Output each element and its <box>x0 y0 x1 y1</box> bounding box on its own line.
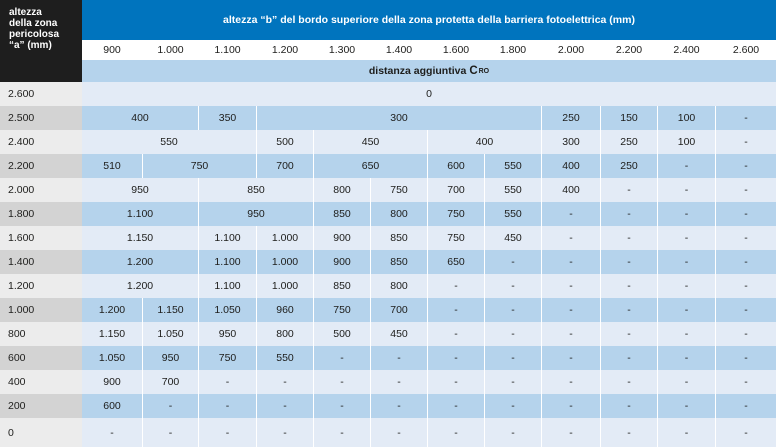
table-cell: 750 <box>370 178 427 202</box>
row-label-a: 2.200 <box>0 154 82 178</box>
row-label-a: 1.400 <box>0 250 82 274</box>
table-cell: - <box>600 418 657 447</box>
table-cell: - <box>600 322 657 346</box>
table-cell: 800 <box>370 274 427 298</box>
table-cell: 250 <box>600 154 657 178</box>
table-cell: 850 <box>198 178 313 202</box>
table-cell: - <box>541 226 600 250</box>
table-cell: 100 <box>657 130 715 154</box>
table-cell: 800 <box>256 322 313 346</box>
table-cell: - <box>715 394 776 418</box>
subheader-subscript: RO <box>478 67 490 75</box>
table-cell: - <box>484 418 541 447</box>
table-cell: - <box>427 394 484 418</box>
table-cell: 950 <box>142 346 198 370</box>
table-cell: 1.000 <box>256 250 313 274</box>
table-cell: - <box>657 250 715 274</box>
table-cell: 150 <box>600 106 657 130</box>
column-header-b-value: 1.800 <box>484 40 541 60</box>
table-cell: - <box>600 250 657 274</box>
table-cell: - <box>657 274 715 298</box>
table-cell: 600 <box>82 394 142 418</box>
table-cell: 1.200 <box>82 250 198 274</box>
table-cell: - <box>370 394 427 418</box>
table-cell: 700 <box>142 370 198 394</box>
table-cell: 600 <box>427 154 484 178</box>
table-cell: - <box>198 418 256 447</box>
table-cell: 1.100 <box>198 226 256 250</box>
table-cell: 900 <box>313 226 370 250</box>
table-cell: 500 <box>256 130 313 154</box>
table-cell: - <box>427 322 484 346</box>
table-cell: - <box>657 394 715 418</box>
row-label-a: 1.800 <box>0 202 82 226</box>
row-label-a: 0 <box>0 418 82 447</box>
table-cell: - <box>313 370 370 394</box>
table-cell: - <box>142 418 198 447</box>
table-cell: - <box>541 394 600 418</box>
table-cell: - <box>198 394 256 418</box>
table-cell: 700 <box>370 298 427 322</box>
table-cell: 750 <box>142 154 256 178</box>
table-cell: - <box>541 322 600 346</box>
table-cell: - <box>484 394 541 418</box>
table-cell: - <box>715 130 776 154</box>
table-cell: 1.150 <box>82 226 198 250</box>
table-cell: - <box>427 370 484 394</box>
table-cell: - <box>484 274 541 298</box>
table-cell: - <box>484 370 541 394</box>
column-header-b-value: 1.000 <box>142 40 198 60</box>
table-cell: - <box>715 178 776 202</box>
header-a-line: altezza <box>9 7 42 18</box>
table-cell: 510 <box>82 154 142 178</box>
row-label-a: 800 <box>0 322 82 346</box>
table-cell: - <box>427 346 484 370</box>
table-cell: 0 <box>82 82 776 106</box>
column-header-b-value: 2.200 <box>600 40 657 60</box>
header-a-label <box>0 0 82 82</box>
table-cell: - <box>657 346 715 370</box>
table-cell: 550 <box>484 178 541 202</box>
table-cell: 1.000 <box>256 226 313 250</box>
row-label-a: 2.000 <box>0 178 82 202</box>
table-cell: - <box>142 394 198 418</box>
table-cell: 500 <box>313 322 370 346</box>
table-cell: 750 <box>198 346 256 370</box>
table-cell: 450 <box>484 226 541 250</box>
table-cell: - <box>427 274 484 298</box>
table-cell: - <box>600 274 657 298</box>
column-header-b-value: 1.100 <box>198 40 256 60</box>
table-cell: - <box>484 322 541 346</box>
table-cell: - <box>370 346 427 370</box>
table-cell: - <box>657 202 715 226</box>
table-cell: - <box>600 298 657 322</box>
table-cell: 550 <box>82 130 256 154</box>
table-cell: - <box>427 298 484 322</box>
table-cell: 800 <box>370 202 427 226</box>
subheader-text: distanza aggiuntiva <box>368 65 467 77</box>
table-cell: 550 <box>256 346 313 370</box>
table-cell: - <box>370 418 427 447</box>
table-cell: 350 <box>198 106 256 130</box>
table-cell: 1.000 <box>256 274 313 298</box>
table-cell: 100 <box>657 106 715 130</box>
table-cell: 1.050 <box>82 346 142 370</box>
column-header-b-value: 900 <box>82 40 142 60</box>
column-header-b-value: 2.400 <box>657 40 715 60</box>
table-cell: - <box>541 346 600 370</box>
table-cell: 400 <box>427 130 541 154</box>
table-cell: - <box>715 202 776 226</box>
row-label-a: 200 <box>0 394 82 418</box>
table-cell: 1.100 <box>198 274 256 298</box>
column-header-b-value: 2.600 <box>715 40 776 60</box>
table-cell: - <box>484 250 541 274</box>
table-cell: 950 <box>198 202 313 226</box>
column-header-b-value: 2.000 <box>541 40 600 60</box>
table-cell: - <box>657 298 715 322</box>
table-cell: 900 <box>313 250 370 274</box>
column-header-b-value: 1.600 <box>427 40 484 60</box>
table-cell: 700 <box>427 178 484 202</box>
header-a-line: pericolosa <box>9 29 60 40</box>
table-cell: 850 <box>370 250 427 274</box>
table-cell: - <box>484 346 541 370</box>
row-label-a: 1.600 <box>0 226 82 250</box>
table-cell: 450 <box>313 130 427 154</box>
table-cell: - <box>657 178 715 202</box>
table-cell: - <box>600 178 657 202</box>
table-cell: 550 <box>484 202 541 226</box>
table-cell: 750 <box>313 298 370 322</box>
table-cell: 250 <box>600 130 657 154</box>
table-cell: - <box>256 370 313 394</box>
table-cell: 850 <box>370 226 427 250</box>
header-b-label: altezza “b” del bordo superiore della zona protetta della barriera fotoelettrica (mm) <box>82 0 776 40</box>
table-cell: 800 <box>313 178 370 202</box>
table-cell: 1.150 <box>82 322 142 346</box>
table-cell: 250 <box>541 106 600 130</box>
table-cell: - <box>541 250 600 274</box>
table-cell: - <box>715 370 776 394</box>
table-cell: - <box>256 394 313 418</box>
table-cell: - <box>541 370 600 394</box>
table-cell: - <box>541 274 600 298</box>
table-cell: 900 <box>82 370 142 394</box>
table-cell: 950 <box>82 178 198 202</box>
table-cell: - <box>715 418 776 447</box>
table-cell: - <box>600 394 657 418</box>
table-cell: 1.100 <box>82 202 198 226</box>
table-cell: 1.200 <box>82 274 198 298</box>
table-cell: - <box>657 154 715 178</box>
table-cell: - <box>715 274 776 298</box>
table-cell: 300 <box>541 130 600 154</box>
table-cell: - <box>541 298 600 322</box>
table-cell: - <box>313 346 370 370</box>
table-cell: 700 <box>256 154 313 178</box>
row-label-a: 2.600 <box>0 82 82 106</box>
table-cell: 300 <box>256 106 541 130</box>
table-cell: 1.050 <box>142 322 198 346</box>
row-label-a: 1.000 <box>0 298 82 322</box>
row-label-a: 1.200 <box>0 274 82 298</box>
table-cell: 450 <box>370 322 427 346</box>
subheader-distanza-aggiuntiva <box>82 60 776 82</box>
table-cell: - <box>600 202 657 226</box>
table-cell: 1.050 <box>198 298 256 322</box>
row-label-a: 2.500 <box>0 106 82 130</box>
table-cell: - <box>657 418 715 447</box>
table-cell: 400 <box>541 154 600 178</box>
table-cell: - <box>484 298 541 322</box>
column-header-b-value: 1.200 <box>256 40 313 60</box>
table-cell: - <box>715 106 776 130</box>
table-cell: 850 <box>313 202 370 226</box>
table-cell: - <box>370 370 427 394</box>
table-cell: - <box>82 418 142 447</box>
table-cell: - <box>541 418 600 447</box>
table-cell: - <box>715 250 776 274</box>
table-cell: 550 <box>484 154 541 178</box>
table-cell: 400 <box>541 178 600 202</box>
column-header-b-value: 1.300 <box>313 40 370 60</box>
table-cell: - <box>715 346 776 370</box>
table-cell: - <box>541 202 600 226</box>
table-cell: 1.200 <box>82 298 142 322</box>
row-label-a: 400 <box>0 370 82 394</box>
table-cell: - <box>600 346 657 370</box>
table-cell: - <box>657 370 715 394</box>
table-cell: - <box>256 418 313 447</box>
header-a-line: della zona <box>9 18 58 29</box>
table-cell: - <box>600 370 657 394</box>
table-cell: 750 <box>427 202 484 226</box>
table-cell: 1.150 <box>142 298 198 322</box>
subheader-symbol: C <box>469 65 478 77</box>
table-cell: 850 <box>313 274 370 298</box>
table-cell: - <box>657 322 715 346</box>
column-header-b-value: 1.400 <box>370 40 427 60</box>
table-cell: - <box>427 418 484 447</box>
table-cell: 750 <box>427 226 484 250</box>
table-cell: - <box>715 226 776 250</box>
table-cell: 650 <box>427 250 484 274</box>
header-a-line: “a” (mm) <box>9 40 52 51</box>
table-cell: 1.100 <box>198 250 256 274</box>
table-cell: 400 <box>82 106 198 130</box>
table-cell: - <box>657 226 715 250</box>
row-label-a: 600 <box>0 346 82 370</box>
row-label-a: 2.400 <box>0 130 82 154</box>
table-cell: - <box>198 370 256 394</box>
table-cell: 650 <box>313 154 427 178</box>
table-cell: - <box>715 154 776 178</box>
table-cell: 950 <box>198 322 256 346</box>
table-cell: - <box>715 298 776 322</box>
table-cell: - <box>715 322 776 346</box>
table-cell: - <box>313 394 370 418</box>
table-cell: - <box>313 418 370 447</box>
table-cell: 960 <box>256 298 313 322</box>
table-cell: - <box>600 226 657 250</box>
